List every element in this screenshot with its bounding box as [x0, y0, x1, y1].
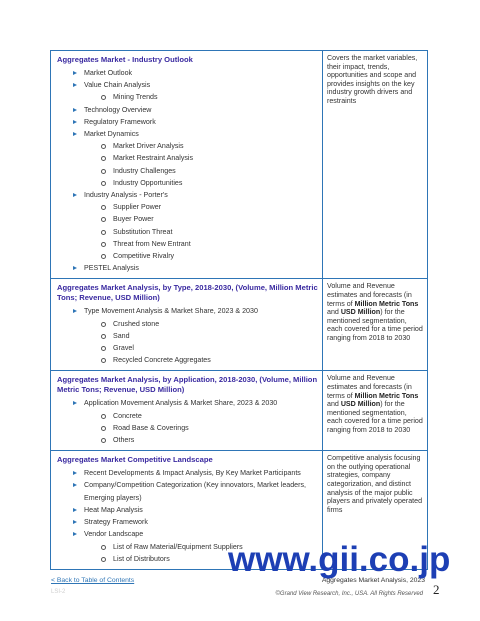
section-contents — [51, 371, 323, 451]
sub-list-item: Road Base & Coverings — [101, 422, 318, 434]
list-item — [73, 516, 318, 528]
section-title: Aggregates Market Analysis, by Type, 2018-2030, (Volume, Million Metric Tons; Revenue, USD Million) — [57, 283, 318, 303]
sub-list-item: Threat from New Entrant — [101, 238, 318, 250]
description-text: Volume and Revenue estimates and forecasts (in terms of — [327, 282, 412, 308]
sub-list-item: Gravel — [101, 342, 318, 354]
sub-list-item: Supplier Power — [101, 201, 318, 213]
list-item-label: Vendor Landscape — [84, 530, 144, 539]
description-highlight: Million Metric Tons — [354, 299, 419, 308]
list-item — [73, 116, 318, 128]
list-item — [73, 67, 318, 79]
list-item-label: PESTEL Analysis — [84, 264, 139, 273]
sub-list-item: Industry Challenges — [101, 165, 318, 177]
section-contents — [51, 279, 323, 371]
description-text: Competitive analysis focusing on the outlying operational strategies, company categorization, and distinct analysis of the major public players and privately operated firms — [327, 454, 423, 514]
list-item-label: Company/Competition Categorization (Key innovators, Market leaders, Emerging players) — [84, 481, 306, 502]
sub-list-item: Sand — [101, 330, 318, 342]
list-item-label: Market Dynamics — [84, 130, 139, 139]
list-item — [73, 79, 318, 103]
list-item — [73, 189, 318, 262]
list-item — [73, 262, 318, 274]
sub-list-item: Crushed stone — [101, 318, 318, 330]
section-item-list — [55, 397, 318, 446]
section-item-list — [55, 305, 318, 366]
description-highlight: USD Million — [340, 308, 381, 317]
footer-copyright: ©Grand View Research, Inc., USA. All Rights Reserved — [275, 591, 423, 597]
list-item-label: Industry Analysis - Porter's — [84, 191, 168, 200]
list-item-label: Technology Overview — [84, 105, 152, 114]
sub-item-list — [84, 201, 318, 262]
list-item — [73, 504, 318, 516]
sub-list-item: Competitive Rivalry — [101, 250, 318, 262]
description-text: Covers the market variables, their impact, trends, opportunities and scope and provides insights on the key industry growth drivers and restraints — [327, 54, 418, 105]
sub-item-list — [84, 91, 318, 103]
list-item — [73, 305, 318, 366]
list-item-label: Strategy Framework — [84, 518, 148, 527]
section-title: Aggregates Market Competitive Landscape — [57, 455, 213, 465]
sub-item-list — [84, 140, 318, 189]
toc-table — [50, 50, 428, 570]
list-item — [73, 104, 318, 116]
section-description — [323, 51, 428, 279]
section-contents — [51, 51, 323, 279]
list-item-label: Market Outlook — [84, 69, 133, 77]
list-item — [73, 467, 318, 479]
sub-item-list — [84, 410, 318, 447]
sub-list-item: Substitution Threat — [101, 226, 318, 238]
toc-row — [51, 371, 428, 451]
sub-list-item: Market Restraint Analysis — [101, 152, 318, 164]
list-item-label: Value Chain Analysis — [84, 81, 151, 90]
description-text: and — [327, 308, 341, 317]
section-title: Aggregates Market Analysis, by Application, 2018-2030, (Volume, Million Metric Tons; Revenue, USD Million) — [57, 375, 318, 395]
sub-list-item: Others — [101, 434, 318, 446]
description-text: Volume and Revenue estimates and forecasts (in terms of — [327, 374, 412, 400]
sub-list-item: Recycled Concrete Aggregates — [101, 354, 318, 366]
toc-row — [51, 51, 428, 279]
watermark: www.gii.co.jp — [228, 540, 451, 579]
sub-list-item: Industry Opportunities — [101, 177, 318, 189]
description-text: ) for the mentioned segmentation, each covered for a time period ranging from 2018 to 2030 — [327, 400, 423, 435]
page-number: 2 — [433, 582, 440, 597]
description-highlight: Million Metric Tons — [354, 391, 419, 400]
sub-list-item: Mining Trends — [101, 91, 318, 103]
description-text: ) for the mentioned segmentation, each covered for a time period ranging from 2018 to 2030 — [327, 308, 423, 343]
section-title: Aggregates Market - Industry Outlook — [57, 55, 193, 64]
list-item — [73, 397, 318, 446]
list-item — [73, 479, 318, 503]
section-item-list — [55, 67, 318, 274]
list-item-label: Recent Developments & Impact Analysis, By Key Market Participants — [84, 469, 301, 478]
list-item — [73, 128, 318, 189]
section-description — [323, 371, 428, 451]
sub-list-item: Concrete — [101, 410, 318, 422]
back-to-toc-link[interactable]: < Back to Table of Contents — [51, 577, 135, 584]
list-item-label: Type Movement Analysis & Market Share, 2023 & 2030 — [84, 307, 258, 316]
section-description — [323, 279, 428, 371]
footer-report-title: Aggregates Market Analysis, 2023 — [321, 577, 425, 584]
list-item-label: Regulatory Framework — [84, 117, 156, 126]
sub-list-item: List of Raw Material/Equipment Suppliers — [101, 541, 318, 553]
footer-code: LSI-2 — [51, 589, 66, 595]
list-item-label: Application Movement Analysis & Market Share, 2023 & 2030 — [84, 399, 278, 408]
list-item-label: Heat Map Analysis — [84, 505, 143, 514]
sub-item-list — [84, 318, 318, 367]
sub-list-item: List of Distributors — [101, 553, 318, 565]
toc-row — [51, 279, 428, 371]
description-text: and — [327, 400, 341, 409]
sub-list-item: Buyer Power — [101, 213, 318, 225]
description-highlight: USD Million — [340, 400, 381, 409]
sub-list-item: Market Driver Analysis — [101, 140, 318, 152]
